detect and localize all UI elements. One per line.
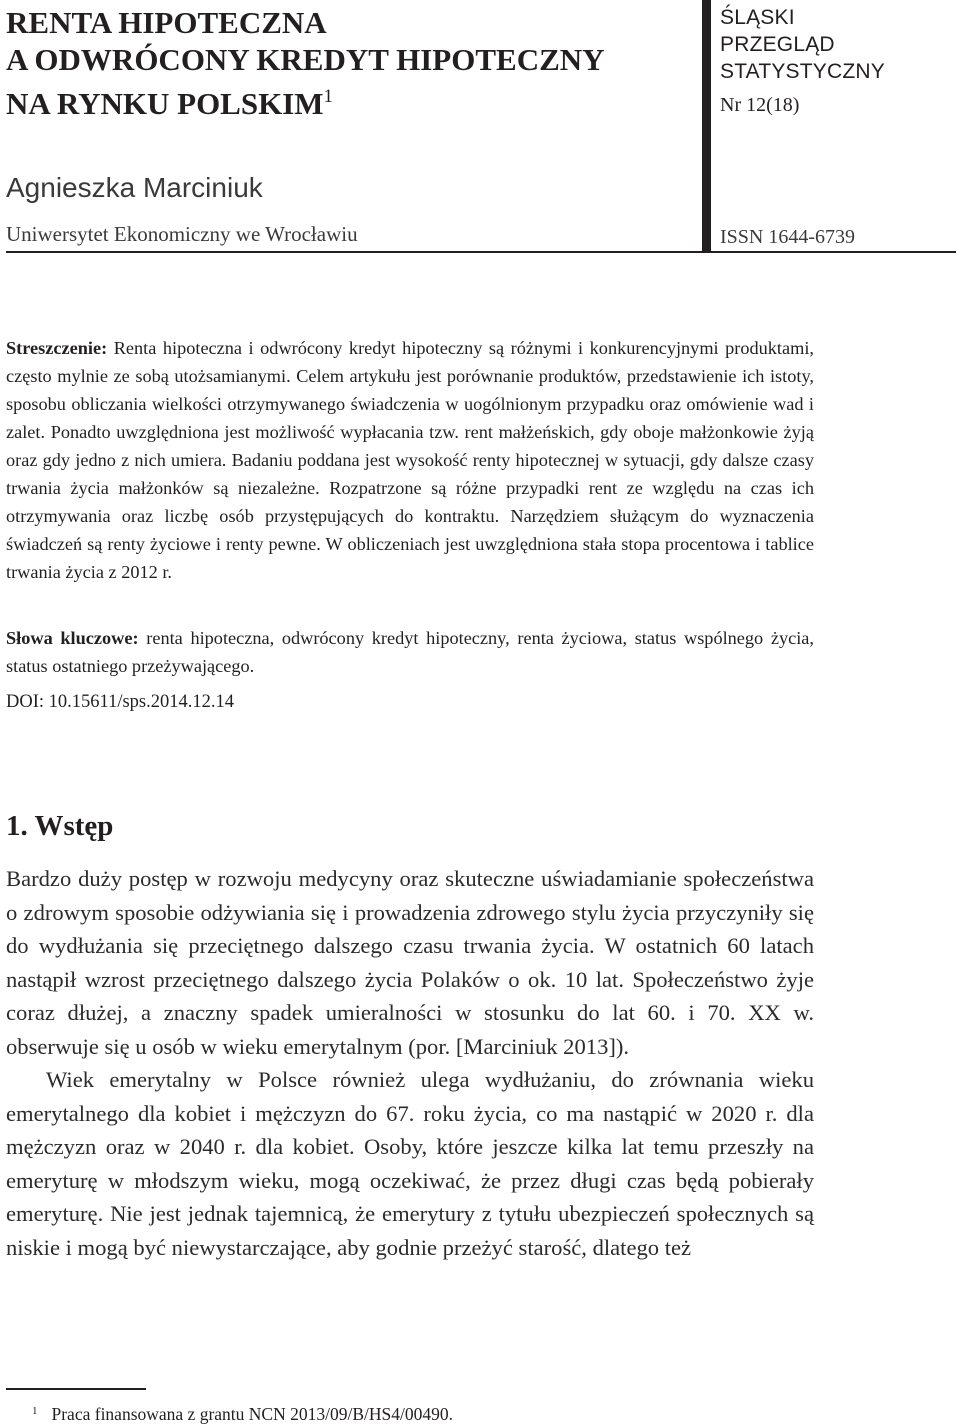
footnote-text: Praca finansowana z grantu NCN 2013/09/B/HS4/00490. <box>51 1404 453 1424</box>
abstract-text: Renta hipoteczna i odwrócony kredyt hipoteczny są różnymi i konkurencyjnymi produktami, często mylnie ze sobą utożsamianymi. Celem artykułu jest porównanie produktów, przedstawienie ich istoty, sposobu obliczania wielkości otrzymywanego świadczenia w uogólnionym przypadku oraz omówienie wad i zalet. Ponadto uwzględniona jest możliwość wypłacania tzw. rent małżeńskich, gdy oboje małżonkowie żyją oraz gdy jedno z nich umiera. Badaniu poddana jest wysokość renty hipotecznej w sytuacji, gdy dalsze czasy trwania życia małżonków są niezależne. Rozpatrzone są różne przypadki rent ze względu na czas ich otrzymywania oraz liczbę osób przystępujących do kontraktu. Narzędziem służącym do wyznaczenia świadczeń są renty życiowe i renty pewne. W obliczeniach jest uwzględniona stała stopa procentowa i tablice trwania życia z 2012 r. <box>6 338 814 582</box>
title-footnote-mark: 1 <box>323 86 334 107</box>
journal-issue: Nr 12(18) <box>720 94 800 116</box>
section-heading: 1. Wstęp <box>6 810 114 842</box>
keywords-text: renta hipoteczna, odwrócony kredyt hipoteczny, renta życiowa, status wspólnego życia, status ostatniego przeżywającego. <box>6 628 814 676</box>
keywords-label: Słowa kluczowe: <box>6 628 139 648</box>
keywords <box>6 624 814 680</box>
doi: DOI: 10.15611/sps.2014.12.14 <box>6 692 234 712</box>
article-title <box>6 4 686 122</box>
journal-name <box>720 4 885 85</box>
section-body <box>6 862 814 1264</box>
footnote-divider <box>6 1388 146 1390</box>
title-line-2: A ODWRÓCONY KREDYT HIPOTECZNY <box>6 42 605 77</box>
body-paragraph: Bardzo duży postęp w rozwoju medycyny oraz skuteczne uświadamianie społeczeństwa o zdrowym sposobie odżywiania się i prowadzenia zdrowego stylu życia przyczyniły się do wydłużania się przeciętnego dalszego czasu trwania życia. W ostatnich 60 latach nastąpił wzrost przeciętnego dalszego życia Polaków o ok. 10 lat. Społeczeństwo żyje coraz dłużej, a znaczny spadek umieralności w stosunku do lat 60. i 70. XX w. obserwuje się u osób w wieku emerytalnym (por. [Marciniuk 2013]). <box>6 866 814 1059</box>
title-line-3: NA RYNKU POLSKIM <box>6 86 324 121</box>
abstract-label: Streszczenie: <box>6 338 108 358</box>
issn: ISSN 1644-6739 <box>720 226 856 248</box>
journal-name-line-1: ŚLĄSKI <box>720 6 795 29</box>
header-divider <box>6 251 956 253</box>
author-affiliation: Uniwersytet Ekonomiczny we Wrocławiu <box>6 222 358 246</box>
footnote <box>32 1404 453 1425</box>
body-paragraph: Wiek emerytalny w Polsce również ulega wydłużaniu, do zrównania wieku emerytalnego dla kobiet i mężczyzn do 67. roku życia, co ma nastąpić w 2020 r. dla mężczyzn oraz w 2040 r. dla kobiet. Osoby, które jeszcze kilka lat temu przeszły na emeryturę w młodszym wieku, mogą oczekiwać, że przez długi czas będą pobierały emeryturę. Nie jest jednak tajemnicą, że emerytury z tytułu ubezpieczeń społecznych są niskie i mogą być niewystarczające, aby godnie przeżyć starość, dlatego też <box>6 1067 814 1260</box>
abstract <box>6 334 814 586</box>
header-vertical-rule <box>702 0 711 252</box>
footnote-mark: 1 <box>32 1405 38 1417</box>
journal-name-line-3: STATYSTYCZNY <box>720 60 885 83</box>
journal-name-line-2: PRZEGLĄD <box>720 33 835 56</box>
title-line-1: RENTA HIPOTECZNA <box>6 5 327 40</box>
author-name: Agnieszka Marciniuk <box>6 172 263 203</box>
